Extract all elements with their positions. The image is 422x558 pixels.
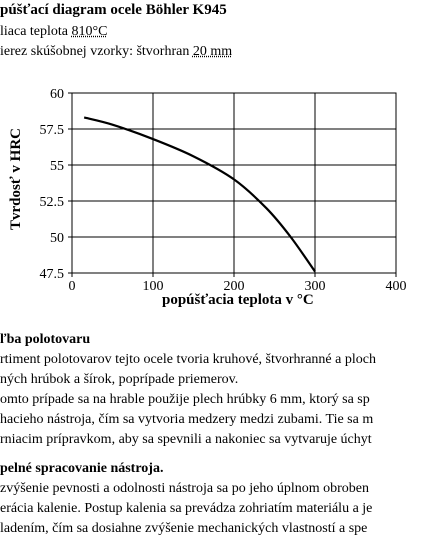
text-line: ladením, čím sa dosiahne zvýšenie mechanických vlastností a spe [0,521,368,536]
y-tick-label: 52.5 [39,195,64,210]
x-axis-label: popúšťacia teplota v °C [162,292,314,308]
chart-series [84,117,315,271]
text-line: omto prípade sa na hrable použije plech hrúbky 6 mm, ktorý sa sp [0,392,370,407]
text-line: ných hrúbok a šírok, poprípade priemerov. [0,372,239,387]
specimen-size-value: 20 mm [192,44,233,59]
x-tick-label: 100 [142,279,164,294]
text-line: rniacim prípravkom, aby sa spevnili a nakoniec sa vytvaruje úchyt [0,432,372,447]
text-line: hacieho nástroja, čím sa vytvoria medzery medzi zubami. Tie sa m [0,412,374,427]
x-tick-label: 200 [223,279,245,294]
text-line: zvýšenie pevnosti a odolnosti nástroja sa po jeho úplnom obroben [0,481,369,496]
y-axis-label: Tvrdosť v HRC [8,128,24,230]
text-line: erácia kalenie. Postup kalenia sa prevádza zohriatím materiálu a je [0,501,373,516]
section-body-semi-products [0,350,376,450]
x-tick-label: 300 [304,279,326,294]
chart-grid [68,93,396,277]
hardness-curve [84,117,315,271]
hardening-temp-label: liaca teplota [0,24,72,39]
y-tick-label: 47.5 [39,267,64,282]
y-tick-label: 50 [50,231,64,246]
specimen-label: ierez skúšobnej vzorky: štvorhran [0,44,193,59]
text-line: rtiment polotovarov tejto ocele tvoria kruhové, štvorhranné a ploch [0,352,376,367]
y-tick-label: 55 [50,159,64,174]
document-title: púšťací diagram ocele Böhler K945 [0,2,227,18]
hardening-temp-value: 810°C [71,24,108,39]
chart-ticks [40,87,407,294]
section-heading-heat-treatment: pelné spracovanie nástroja. [0,461,164,476]
section-heading-semi-products: ľba polotovaru [0,332,91,347]
y-tick-label: 57.5 [39,123,64,138]
section-body-heat-treatment [0,479,372,539]
x-tick-label: 0 [68,279,76,294]
x-tick-label: 400 [385,279,407,294]
y-tick-label: 60 [50,87,64,102]
